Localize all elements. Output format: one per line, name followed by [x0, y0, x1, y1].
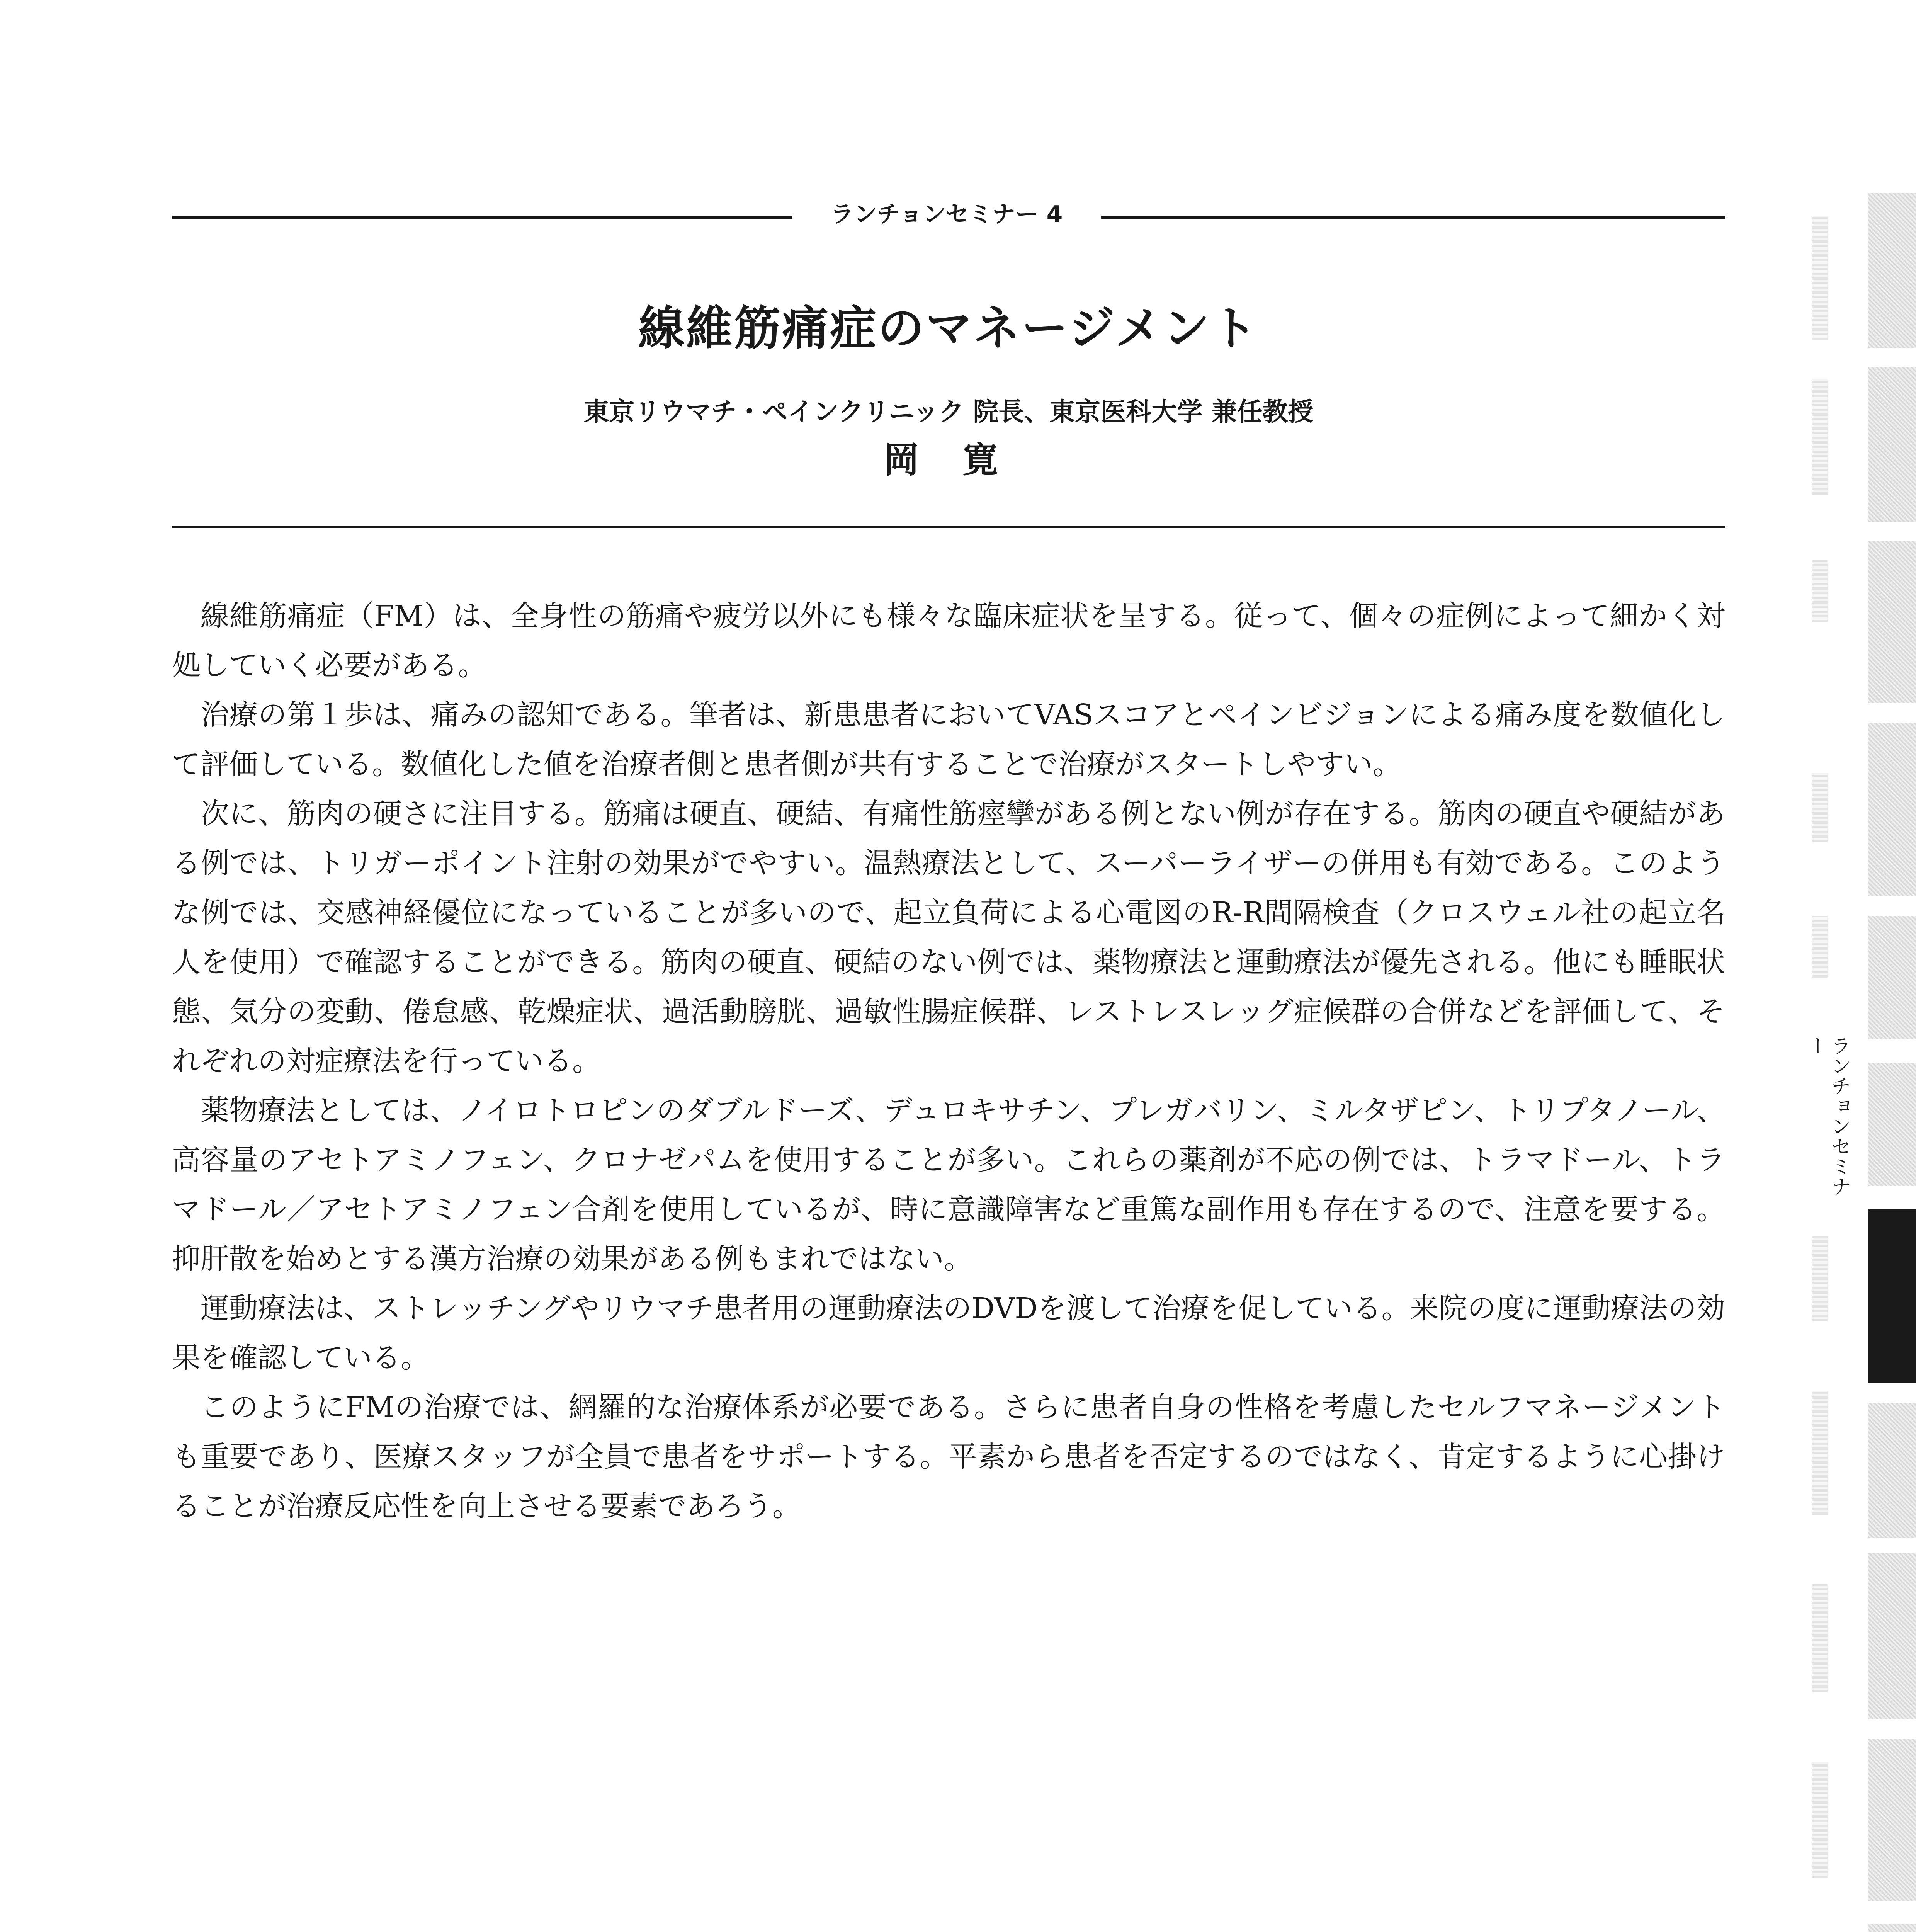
faded-tab-label [1812, 560, 1851, 622]
index-tab [1868, 367, 1916, 522]
index-tab-strip [1868, 193, 1916, 1932]
title-divider [172, 526, 1725, 528]
faded-tab-label [1812, 1236, 1851, 1321]
paragraph-2: 治療の第１歩は、痛みの認知である。筆者は、新患患者においてVASスコアとペインビジョンによる痛み度を数値化して評価している。数値化した値を治療者側と患者側が共有することで治療がスタートしやすい。 [172, 698, 1725, 781]
faded-tab-label [1812, 216, 1851, 340]
faded-tab-label [1812, 1584, 1851, 1692]
faded-tab-label [1812, 379, 1851, 495]
faded-tab-label [1812, 773, 1851, 842]
paragraph-5: 運動療法は、ストレッチングやリウマチ患者用の運動療法のDVDを渡して治療を促している。来院の度に運動療法の効果を確認している。 [172, 1292, 1725, 1374]
paragraph-4: 薬物療法としては、ノイロトロピンのダブルドーズ、デュロキサチン、プレガバリン、ミルタザピン、トリプタノール、高容量のアセトアミノフェン、クロナゼパムを使用することが多い。これらの薬剤が不応の例では、トラマドール、トラマドール／アセトアミノフェン合剤を使用しているが、時に意識障害など重篤な副作用も存在するので、注意を要する。抑肝散を始めとする漢方治療の効果がある例もまれではない。 [172, 1094, 1725, 1276]
index-tab [1868, 916, 1916, 1039]
section-label: ランチョンセミナー 4 [792, 199, 1101, 230]
index-tab [1868, 193, 1916, 348]
author-affiliation: 東京リウマチ・ペインクリニック 院長、東京医科大学 兼任教授 [583, 396, 1314, 427]
paragraph-3: 次に、筋肉の硬さに注目する。筋痛は硬直、硬結、有痛性筋痙攣がある例とない例が存在する。筋肉の硬直や硬結がある例では、トリガーポイント注射の効果がでやすい。温熱療法として、スーパーライザーの併用も有効である。このような例では、交感神経優位になっていることが多いので、起立負荷による心電図のR-R間隔検査（クロスウェル社の起立名人を使用）で確認することができる。筋肉の硬直、硬結のない例では、薬物療法と運動療法が優先される。他にも睡眠状態、気分の変動、倦怠感、乾燥症状、過活動膀胱、過敏性腸症候群、レストレスレッグ症候群の合併などを評価して、それぞれの対症療法を行っている。 [172, 797, 1725, 1078]
paragraph-6: このようにFMの治療では、網羅的な治療体系が必要である。さらに患者自身の性格を考慮したセルフマネージメントも重要であり、医療スタッフが全員で患者をサポートする。平素から患者を否定するのではなく、肯定するように心掛けることが治療反応性を向上させる要素であろう。 [172, 1391, 1725, 1523]
index-tab [1868, 1924, 1916, 1932]
index-tab [1868, 541, 1916, 703]
index-tab [1868, 1063, 1916, 1186]
article-body [172, 591, 1725, 1531]
index-tab [1868, 723, 1916, 896]
paragraph-1: 線維筋痛症（FM）は、全身性の筋痛や疲労以外にも様々な臨床症状を呈する。従って、個々の症例によって細かく対処していく必要がある。 [172, 599, 1725, 682]
index-tab [1868, 1739, 1916, 1901]
faded-tab-label [1812, 916, 1851, 978]
article-title: 線維筋痛症のマネージメント [638, 301, 1259, 355]
faded-tab-label [1812, 1391, 1851, 1515]
author-name: 岡 寛 [883, 439, 1014, 481]
index-tab [1868, 1553, 1916, 1719]
faded-tab-label [1812, 1762, 1851, 1878]
index-tab-active [1868, 1209, 1916, 1383]
side-tab-label: ランチョンセミナー [1804, 1036, 1851, 1196]
index-tab [1868, 1403, 1916, 1538]
